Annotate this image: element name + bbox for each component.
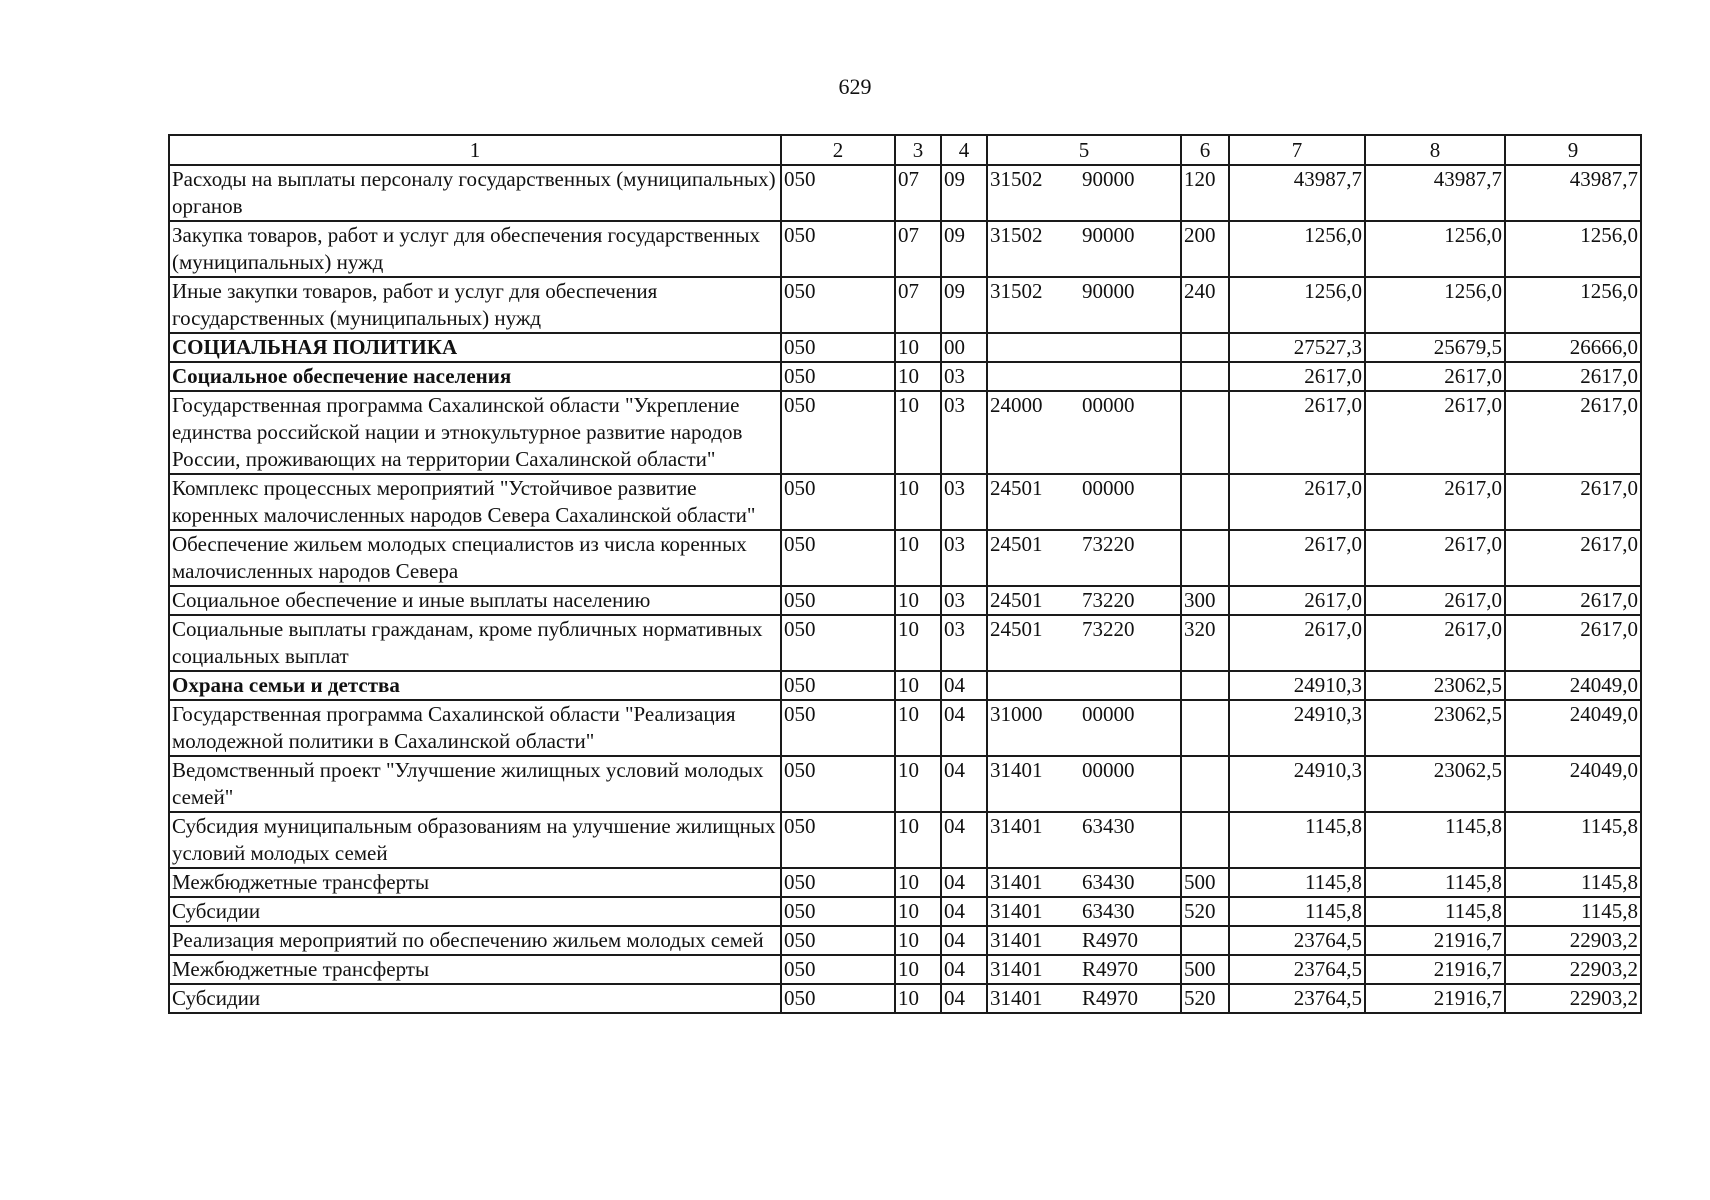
row-amount-col8: 23062,5 xyxy=(1365,756,1505,812)
row-amount-col9: 2617,0 xyxy=(1505,391,1641,474)
row-expense-type xyxy=(1181,671,1229,700)
row-section-code: 10 xyxy=(895,756,941,812)
row-amount-col8: 1256,0 xyxy=(1365,277,1505,333)
row-target-article xyxy=(987,700,1181,756)
table-row xyxy=(169,868,1641,897)
row-section-code: 07 xyxy=(895,221,941,277)
target-article-program: 31401 xyxy=(990,928,1043,952)
row-amount-col8: 2617,0 xyxy=(1365,615,1505,671)
target-article-direction: R4970 xyxy=(1082,928,1139,952)
table-row xyxy=(169,984,1641,1013)
row-expense-type: 500 xyxy=(1181,955,1229,984)
row-target-article xyxy=(987,984,1181,1013)
header-cell-5: 5 xyxy=(987,135,1181,165)
row-section-code: 07 xyxy=(895,165,941,221)
row-expense-type: 500 xyxy=(1181,868,1229,897)
row-grbs-code: 050 xyxy=(781,615,895,671)
row-description: Субсидии xyxy=(169,897,781,926)
row-description: Социальные выплаты гражданам, кроме публичных нормативных социальных выплат xyxy=(169,615,781,671)
row-amount-col7: 1145,8 xyxy=(1229,868,1365,897)
target-article-program: 31401 xyxy=(990,870,1043,894)
row-description: Обеспечение жильем молодых специалистов из числа коренных малочисленных народов Севера xyxy=(169,530,781,586)
row-amount-col7: 24910,3 xyxy=(1229,671,1365,700)
header-cell-4: 4 xyxy=(941,135,987,165)
row-amount-col8: 1256,0 xyxy=(1365,221,1505,277)
row-amount-col8: 23062,5 xyxy=(1365,671,1505,700)
target-article-direction: R4970 xyxy=(1082,986,1139,1010)
row-target-article xyxy=(987,812,1181,868)
target-article-direction: 00000 xyxy=(1082,476,1135,500)
row-amount-col7: 2617,0 xyxy=(1229,391,1365,474)
row-subsection-code: 03 xyxy=(941,362,987,391)
target-article-program: 31000 xyxy=(990,702,1043,726)
row-amount-col9: 1256,0 xyxy=(1505,277,1641,333)
row-subsection-code: 09 xyxy=(941,277,987,333)
row-subsection-code: 03 xyxy=(941,474,987,530)
row-subsection-code: 04 xyxy=(941,671,987,700)
row-target-article xyxy=(987,671,1181,700)
row-target-article xyxy=(987,586,1181,615)
header-cell-3: 3 xyxy=(895,135,941,165)
row-amount-col8: 25679,5 xyxy=(1365,333,1505,362)
row-expense-type xyxy=(1181,756,1229,812)
target-article-direction: 90000 xyxy=(1082,279,1135,303)
row-subsection-code: 09 xyxy=(941,221,987,277)
table-row xyxy=(169,926,1641,955)
row-amount-col7: 1145,8 xyxy=(1229,812,1365,868)
table-row xyxy=(169,812,1641,868)
row-amount-col7: 1145,8 xyxy=(1229,897,1365,926)
table-row xyxy=(169,362,1641,391)
row-amount-col9: 24049,0 xyxy=(1505,671,1641,700)
row-section-code: 10 xyxy=(895,700,941,756)
row-expense-type: 240 xyxy=(1181,277,1229,333)
row-amount-col7: 2617,0 xyxy=(1229,362,1365,391)
target-article-program: 31401 xyxy=(990,758,1043,782)
row-description: Субсидии xyxy=(169,984,781,1013)
row-grbs-code: 050 xyxy=(781,897,895,926)
target-article-program: 24501 xyxy=(990,476,1043,500)
row-grbs-code: 050 xyxy=(781,221,895,277)
row-amount-col8: 1145,8 xyxy=(1365,897,1505,926)
row-subsection-code: 03 xyxy=(941,615,987,671)
target-article-program: 31502 xyxy=(990,223,1043,247)
row-expense-type: 120 xyxy=(1181,165,1229,221)
row-amount-col8: 1145,8 xyxy=(1365,812,1505,868)
row-amount-col9: 22903,2 xyxy=(1505,984,1641,1013)
header-cell-8: 8 xyxy=(1365,135,1505,165)
row-target-article xyxy=(987,615,1181,671)
target-article-direction: 73220 xyxy=(1082,617,1135,641)
target-article-direction: 00000 xyxy=(1082,393,1135,417)
row-subsection-code: 04 xyxy=(941,812,987,868)
row-description: Расходы на выплаты персоналу государственных (муниципальных) органов xyxy=(169,165,781,221)
row-amount-col7: 24910,3 xyxy=(1229,756,1365,812)
table-row xyxy=(169,756,1641,812)
row-amount-col7: 24910,3 xyxy=(1229,700,1365,756)
target-article-program: 31401 xyxy=(990,957,1043,981)
row-section-code: 10 xyxy=(895,530,941,586)
row-amount-col8: 2617,0 xyxy=(1365,474,1505,530)
row-section-code: 10 xyxy=(895,812,941,868)
row-grbs-code: 050 xyxy=(781,362,895,391)
row-grbs-code: 050 xyxy=(781,391,895,474)
target-article-program: 24501 xyxy=(990,617,1043,641)
row-section-code: 07 xyxy=(895,277,941,333)
row-amount-col9: 1145,8 xyxy=(1505,868,1641,897)
row-section-code: 10 xyxy=(895,615,941,671)
row-amount-col9: 2617,0 xyxy=(1505,586,1641,615)
table-row xyxy=(169,530,1641,586)
row-description: Межбюджетные трансферты xyxy=(169,955,781,984)
row-amount-col8: 23062,5 xyxy=(1365,700,1505,756)
row-amount-col7: 2617,0 xyxy=(1229,530,1365,586)
row-grbs-code: 050 xyxy=(781,671,895,700)
row-amount-col8: 1145,8 xyxy=(1365,868,1505,897)
target-article-program: 31502 xyxy=(990,167,1043,191)
row-expense-type: 320 xyxy=(1181,615,1229,671)
row-grbs-code: 050 xyxy=(781,984,895,1013)
table-row xyxy=(169,391,1641,474)
row-subsection-code: 09 xyxy=(941,165,987,221)
target-article-direction: R4970 xyxy=(1082,957,1139,981)
row-grbs-code: 050 xyxy=(781,474,895,530)
row-description: Социальное обеспечение и иные выплаты населению xyxy=(169,586,781,615)
row-subsection-code: 04 xyxy=(941,984,987,1013)
header-cell-7: 7 xyxy=(1229,135,1365,165)
row-target-article xyxy=(987,362,1181,391)
row-amount-col8: 2617,0 xyxy=(1365,362,1505,391)
row-section-code: 10 xyxy=(895,362,941,391)
row-amount-col7: 23764,5 xyxy=(1229,955,1365,984)
row-subsection-code: 04 xyxy=(941,955,987,984)
row-target-article xyxy=(987,221,1181,277)
header-cell-2: 2 xyxy=(781,135,895,165)
row-subsection-code: 03 xyxy=(941,530,987,586)
target-article-direction: 00000 xyxy=(1082,702,1135,726)
row-description: Комплекс процессных мероприятий "Устойчивое развитие коренных малочисленных народов Севера Сахалинской области" xyxy=(169,474,781,530)
row-expense-type xyxy=(1181,391,1229,474)
row-section-code: 10 xyxy=(895,333,941,362)
row-amount-col9: 22903,2 xyxy=(1505,955,1641,984)
header-cell-1: 1 xyxy=(169,135,781,165)
row-description: Социальное обеспечение населения xyxy=(169,362,781,391)
row-description: Охрана семьи и детства xyxy=(169,671,781,700)
row-section-code: 10 xyxy=(895,984,941,1013)
row-target-article xyxy=(987,391,1181,474)
row-amount-col8: 2617,0 xyxy=(1365,530,1505,586)
row-section-code: 10 xyxy=(895,868,941,897)
row-grbs-code: 050 xyxy=(781,700,895,756)
row-amount-col8: 43987,7 xyxy=(1365,165,1505,221)
row-amount-col9: 26666,0 xyxy=(1505,333,1641,362)
row-subsection-code: 04 xyxy=(941,926,987,955)
target-article-direction: 63430 xyxy=(1082,899,1135,923)
header-cell-9: 9 xyxy=(1505,135,1641,165)
row-subsection-code: 04 xyxy=(941,868,987,897)
row-amount-col7: 27527,3 xyxy=(1229,333,1365,362)
row-amount-col7: 2617,0 xyxy=(1229,474,1365,530)
row-amount-col8: 2617,0 xyxy=(1365,586,1505,615)
target-article-program: 31401 xyxy=(990,986,1043,1010)
row-expense-type xyxy=(1181,530,1229,586)
page-number: 629 xyxy=(838,74,872,99)
row-amount-col9: 43987,7 xyxy=(1505,165,1641,221)
row-amount-col7: 43987,7 xyxy=(1229,165,1365,221)
table-row xyxy=(169,474,1641,530)
target-article-direction: 63430 xyxy=(1082,870,1135,894)
row-amount-col9: 24049,0 xyxy=(1505,756,1641,812)
table-row xyxy=(169,955,1641,984)
row-section-code: 10 xyxy=(895,955,941,984)
row-amount-col8: 21916,7 xyxy=(1365,926,1505,955)
row-amount-col7: 23764,5 xyxy=(1229,984,1365,1013)
table-row xyxy=(169,586,1641,615)
row-grbs-code: 050 xyxy=(781,955,895,984)
row-target-article xyxy=(987,165,1181,221)
table-row xyxy=(169,700,1641,756)
row-section-code: 10 xyxy=(895,671,941,700)
table-row xyxy=(169,221,1641,277)
target-article-program: 24000 xyxy=(990,393,1043,417)
row-grbs-code: 050 xyxy=(781,812,895,868)
header-cell-6: 6 xyxy=(1181,135,1229,165)
target-article-direction: 90000 xyxy=(1082,223,1135,247)
row-target-article xyxy=(987,926,1181,955)
target-article-direction: 90000 xyxy=(1082,167,1135,191)
row-target-article xyxy=(987,897,1181,926)
row-amount-col7: 23764,5 xyxy=(1229,926,1365,955)
row-amount-col7: 2617,0 xyxy=(1229,615,1365,671)
table-row xyxy=(169,165,1641,221)
row-amount-col7: 1256,0 xyxy=(1229,277,1365,333)
row-amount-col9: 2617,0 xyxy=(1505,530,1641,586)
row-expense-type: 300 xyxy=(1181,586,1229,615)
row-amount-col9: 2617,0 xyxy=(1505,615,1641,671)
row-expense-type: 520 xyxy=(1181,897,1229,926)
row-grbs-code: 050 xyxy=(781,926,895,955)
row-description: Субсидия муниципальным образованиям на улучшение жилищных условий молодых семей xyxy=(169,812,781,868)
row-description: Реализация мероприятий по обеспечению жильем молодых семей xyxy=(169,926,781,955)
row-section-code: 10 xyxy=(895,586,941,615)
row-section-code: 10 xyxy=(895,897,941,926)
row-expense-type xyxy=(1181,333,1229,362)
row-description: Ведомственный проект "Улучшение жилищных условий молодых семей" xyxy=(169,756,781,812)
row-description: Межбюджетные трансферты xyxy=(169,868,781,897)
row-amount-col9: 22903,2 xyxy=(1505,926,1641,955)
row-description: СОЦИАЛЬНАЯ ПОЛИТИКА xyxy=(169,333,781,362)
table-row xyxy=(169,333,1641,362)
row-grbs-code: 050 xyxy=(781,756,895,812)
table-row xyxy=(169,671,1641,700)
target-article-program: 31502 xyxy=(990,279,1043,303)
row-target-article xyxy=(987,868,1181,897)
row-amount-col8: 21916,7 xyxy=(1365,955,1505,984)
row-grbs-code: 050 xyxy=(781,868,895,897)
row-subsection-code: 03 xyxy=(941,586,987,615)
row-amount-col9: 1145,8 xyxy=(1505,812,1641,868)
header-row xyxy=(169,135,1641,165)
row-section-code: 10 xyxy=(895,926,941,955)
row-grbs-code: 050 xyxy=(781,277,895,333)
target-article-direction: 00000 xyxy=(1082,758,1135,782)
table-row xyxy=(169,615,1641,671)
row-expense-type xyxy=(1181,812,1229,868)
target-article-program: 24501 xyxy=(990,532,1043,556)
budget-table xyxy=(168,134,1642,1014)
row-amount-col8: 21916,7 xyxy=(1365,984,1505,1013)
target-article-direction: 63430 xyxy=(1082,814,1135,838)
row-amount-col8: 2617,0 xyxy=(1365,391,1505,474)
row-subsection-code: 04 xyxy=(941,700,987,756)
row-subsection-code: 00 xyxy=(941,333,987,362)
row-section-code: 10 xyxy=(895,391,941,474)
row-grbs-code: 050 xyxy=(781,586,895,615)
row-subsection-code: 04 xyxy=(941,897,987,926)
row-amount-col7: 1256,0 xyxy=(1229,221,1365,277)
table-row xyxy=(169,277,1641,333)
row-target-article xyxy=(987,955,1181,984)
row-amount-col9: 2617,0 xyxy=(1505,362,1641,391)
row-amount-col9: 1145,8 xyxy=(1505,897,1641,926)
target-article-program: 24501 xyxy=(990,588,1043,612)
row-target-article xyxy=(987,530,1181,586)
table-row xyxy=(169,897,1641,926)
row-amount-col7: 2617,0 xyxy=(1229,586,1365,615)
target-article-program: 31401 xyxy=(990,814,1043,838)
row-expense-type xyxy=(1181,474,1229,530)
row-amount-col9: 1256,0 xyxy=(1505,221,1641,277)
row-expense-type xyxy=(1181,926,1229,955)
row-grbs-code: 050 xyxy=(781,530,895,586)
row-expense-type xyxy=(1181,700,1229,756)
row-description: Государственная программа Сахалинской области "Укрепление единства российской нации и этнокультурное развитие народов России, проживающих на территории Сахалинской области" xyxy=(169,391,781,474)
row-grbs-code: 050 xyxy=(781,333,895,362)
row-expense-type: 520 xyxy=(1181,984,1229,1013)
row-expense-type xyxy=(1181,362,1229,391)
row-target-article xyxy=(987,277,1181,333)
target-article-direction: 73220 xyxy=(1082,588,1135,612)
row-target-article xyxy=(987,474,1181,530)
target-article-direction: 73220 xyxy=(1082,532,1135,556)
row-target-article xyxy=(987,333,1181,362)
row-amount-col9: 2617,0 xyxy=(1505,474,1641,530)
row-section-code: 10 xyxy=(895,474,941,530)
row-description: Иные закупки товаров, работ и услуг для обеспечения государственных (муниципальных) нужд xyxy=(169,277,781,333)
row-subsection-code: 03 xyxy=(941,391,987,474)
row-amount-col9: 24049,0 xyxy=(1505,700,1641,756)
row-grbs-code: 050 xyxy=(781,165,895,221)
row-expense-type: 200 xyxy=(1181,221,1229,277)
row-subsection-code: 04 xyxy=(941,756,987,812)
row-target-article xyxy=(987,756,1181,812)
target-article-program: 31401 xyxy=(990,899,1043,923)
row-description: Государственная программа Сахалинской области "Реализация молодежной политики в Сахалинской области" xyxy=(169,700,781,756)
row-description: Закупка товаров, работ и услуг для обеспечения государственных (муниципальных) нужд xyxy=(169,221,781,277)
